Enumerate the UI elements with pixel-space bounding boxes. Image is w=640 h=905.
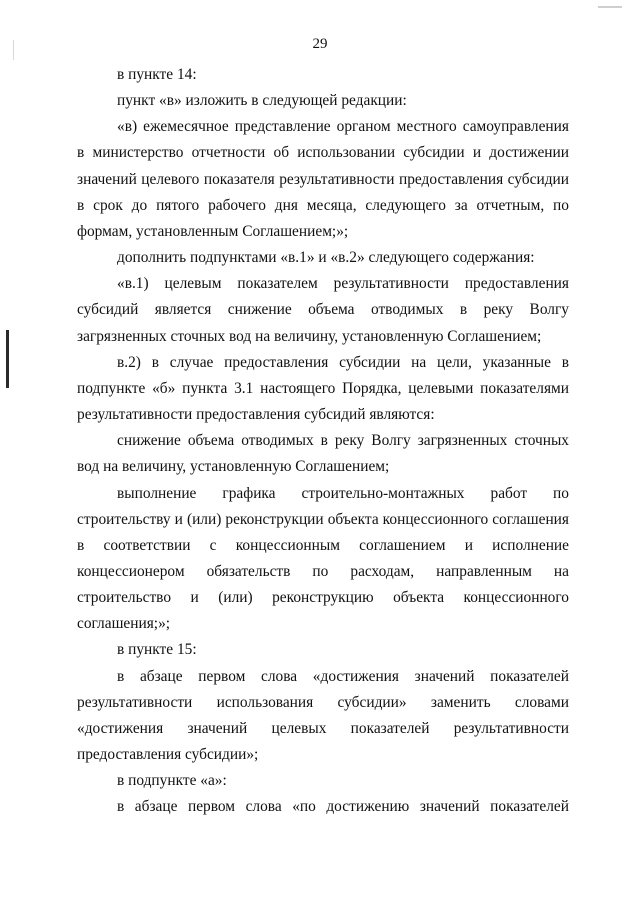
paragraph: выполнение графика строительно-монтажных работ по строительству и (или) реконструкции объекта концессионного соглашения в соответствии с концессионным соглашением и исполнение концессионером обязательств по расходам, направленным на строительство и (или) реконструкцию объекта концессионного соглашения;»; [77, 484, 569, 633]
page-number: 29 [312, 36, 328, 52]
paragraph: в пункте 15: [117, 641, 197, 659]
paragraph: снижение объема отводимых в реку Волгу загрязненных сточных вод на величину, установленную Соглашением; [77, 432, 569, 476]
paragraph: «в.1) целевым показателем результативности предоставления субсидий является снижение объема отводимых в реку Волгу загрязненных сточных вод на величину, установленную Соглашением; [77, 275, 569, 345]
paragraph: в абзаце первом слова «по достижению значений показателей [117, 798, 569, 816]
scan-artifact [598, 0, 622, 8]
document-body [77, 62, 569, 821]
paragraph: в пункте 14: [117, 66, 197, 83]
paragraph: дополнить подпунктами «в.1» и «в.2» следующего содержания: [117, 249, 535, 267]
paragraph: в.2) в случае предоставления субсидии на цели, указанные в подпункте «б» пункта 3.1 настоящего Порядка, целевыми показателями результативности предоставления субсидий являются: [77, 353, 569, 424]
paragraph: «в) ежемесячное представление органом местного самоуправления в министерство отчетности об использовании субсидии и достижении значений целевого показателя результативности предоставления субсидии в срок до пятого рабочего дня месяца, следующего за отчетным, по формам, установленным Соглашением;»; [77, 118, 569, 240]
binding-mark [6, 330, 9, 388]
paragraph: пункт «в» изложить в следующей редакции: [117, 92, 407, 110]
paragraph: в подпункте «а»: [117, 772, 227, 790]
paragraph: в абзаце первом слова «достижения значений показателей результативности использования субсидии» заменить словами «достижения значений целевых показателей результативности предоставления субсидии»; [77, 667, 569, 764]
